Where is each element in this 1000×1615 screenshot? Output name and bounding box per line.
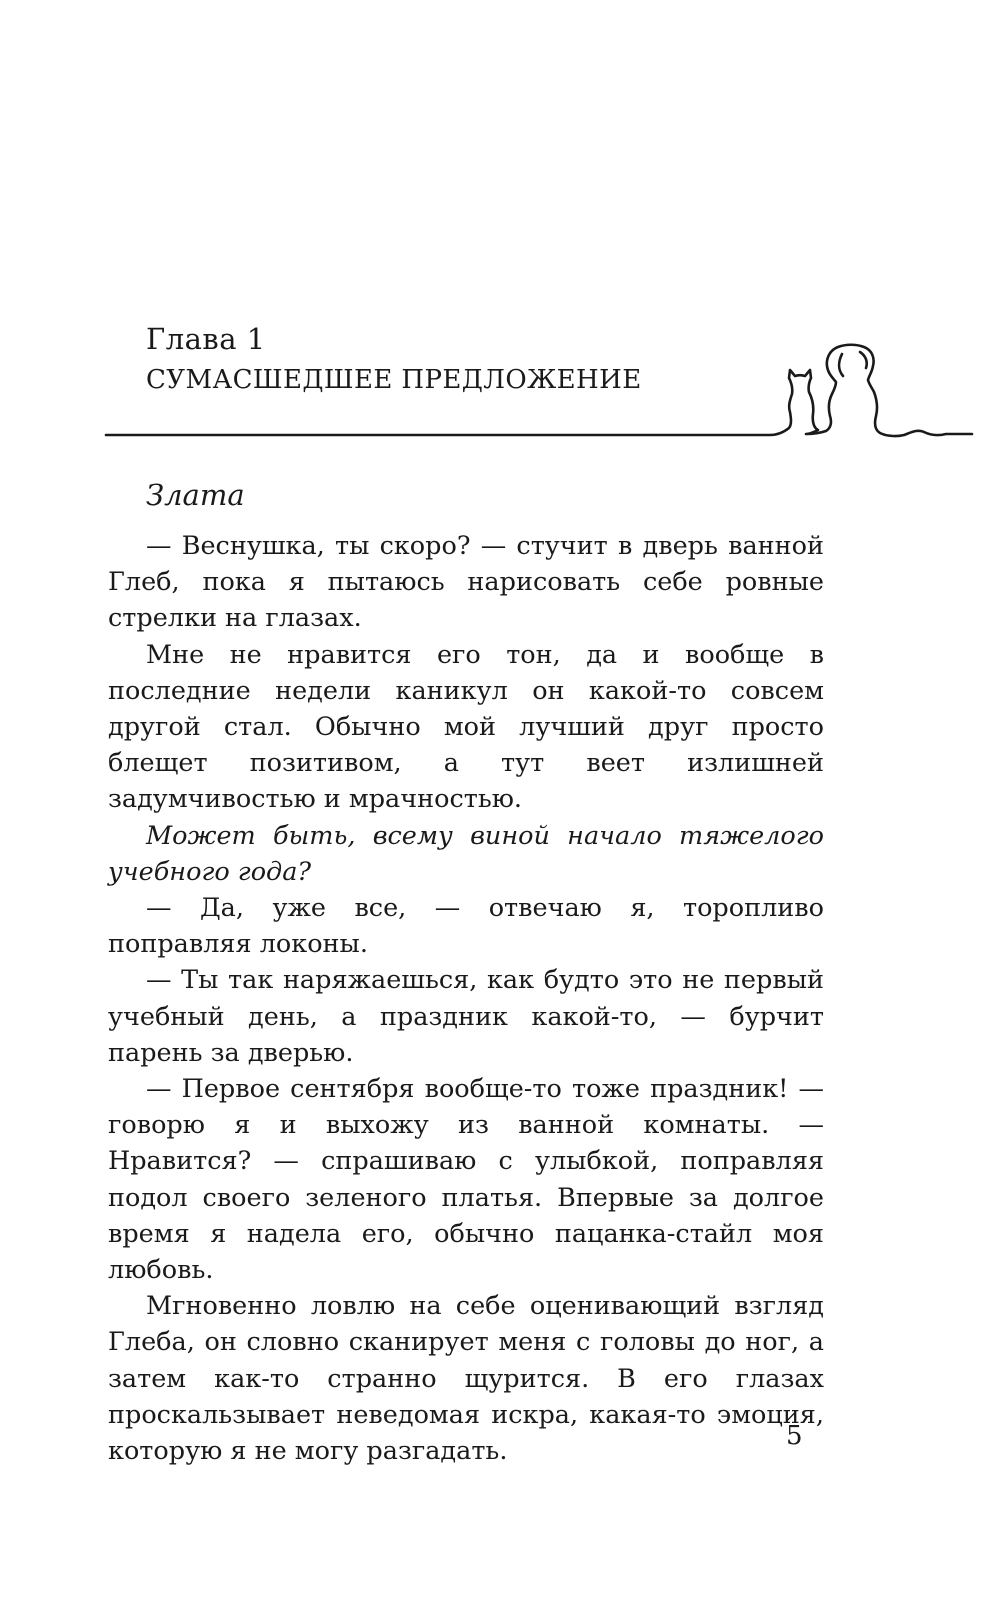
pov-heading: Злата <box>146 478 245 512</box>
paragraph: Мгновенно ловлю на себе оценивающий взгляд Глеба, он словно сканирует меня с головы до ног, а затем как-то странно щурится. В его глазах проскальзывает неведомая искра, какая-то эмоция, которую я не могу разгадать. <box>108 1291 824 1467</box>
chapter-label: Глава 1 <box>146 322 266 356</box>
chapter-title: СУМАСШЕДШЕЕ ПРЕДЛОЖЕНИЕ <box>146 365 642 395</box>
page-number: 5 <box>786 1421 803 1451</box>
paragraph: — Веснушка, ты скоро? — стучит в дверь ванной Глеб, пока я пытаюсь нарисовать себе ровные стрелки на глазах. <box>108 531 824 634</box>
paragraph-italic: Может быть, всему виной начало тяжелого учебного года? <box>108 820 824 887</box>
paragraph: — Ты так наряжаешься, как будто это не первый учебный день, а праздник какой-то, — бурчит парень за дверью. <box>108 965 824 1068</box>
chapter-body <box>108 528 824 1469</box>
paragraph: Мне не нравится его тон, да и вообще в последние недели каникул он какой-то совсем другой стал. Обычно мой лучший друг просто блещет позитивом, а тут веет излишней задумчивостью и мрачностью. <box>108 639 824 815</box>
cat-and-dog-silhouette-icon <box>0 320 1000 460</box>
paragraph: — Да, уже все, — отвечаю я, торопливо поправляя локоны. <box>108 893 824 960</box>
paragraph: — Первое сентября вообще-то тоже праздник! — говорю я и выхожу из ванной комнаты. — Нравится? — спрашиваю с улыбкой, поправляя подол своего зеленого платья. Впервые за долгое время я надела его, обычно пацанка-стайл моя любовь. <box>108 1074 824 1286</box>
chapter-rule <box>106 345 972 436</box>
